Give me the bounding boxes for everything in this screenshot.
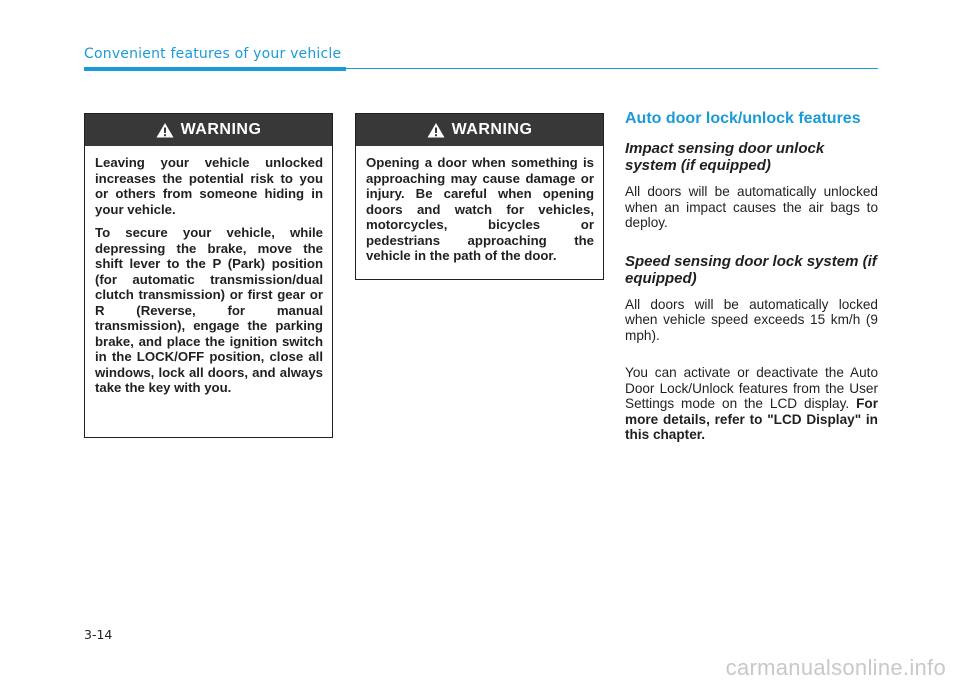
warning-box-unlocked (84, 113, 333, 438)
header-rule-thick (84, 67, 346, 71)
page-number: 3-14 (84, 627, 113, 642)
warning-triangle-icon (156, 122, 174, 138)
section-heading: Auto door lock/unlock features (625, 110, 861, 127)
warning-body (356, 146, 603, 264)
lcd-reference: For more details, refer to "LCD Display" in this chapter. (625, 396, 878, 442)
impact-sensing-text: All doors will be automatically unlocked when an impact causes the air bags to deploy. (625, 184, 878, 230)
warning-title: WARNING (451, 121, 533, 138)
section-title: Convenient features of your vehicle (84, 46, 342, 62)
warning-box-door-opening (355, 113, 604, 280)
warning-paragraph: Leaving your vehicle unlocked increases the potential risk to you or others from someone hiding in your vehicle. (95, 155, 323, 217)
speed-sensing-text: All doors will be automatically locked when vehicle speed exceeds 15 km/h (9 mph). (625, 296, 878, 343)
warning-header (356, 114, 603, 146)
warning-paragraph: To secure your vehicle, while depressing the brake, move the shift lever to the P (Park) position (for automatic transmission/dual clutch transmission) or first gear or R (Reverse, for manual transmission), engage the parking brake, and place the ignition switch in the LOCK/OFF position, close all windows, lock all doors, and always take the key with you. (95, 225, 323, 395)
warning-title: WARNING (180, 121, 262, 138)
auto-door-lock-section (625, 110, 878, 465)
warning-triangle-icon (427, 122, 445, 138)
warning-paragraph: Opening a door when something is approaching may cause damage or injury. Be careful when opening doors and watch for vehicles, motorcycles, bicycles or pedestrians approaching the vehicle in the path of the door. (366, 155, 594, 263)
impact-sensing-heading: Impact sensing door unlock system (if equipped) (625, 140, 825, 174)
speed-sensing-heading: Speed sensing door lock system (if equipped) (625, 252, 877, 287)
warning-header (85, 114, 332, 146)
header-rule-thin (346, 68, 878, 69)
watermark: carmanualsonline.info (725, 655, 946, 680)
warning-body (85, 146, 332, 396)
lcd-settings-text (625, 365, 878, 443)
lcd-settings-sentence: You can activate or deactivate the Auto Door Lock/Unlock features from the User Settings mode on the LCD display. (625, 365, 878, 411)
